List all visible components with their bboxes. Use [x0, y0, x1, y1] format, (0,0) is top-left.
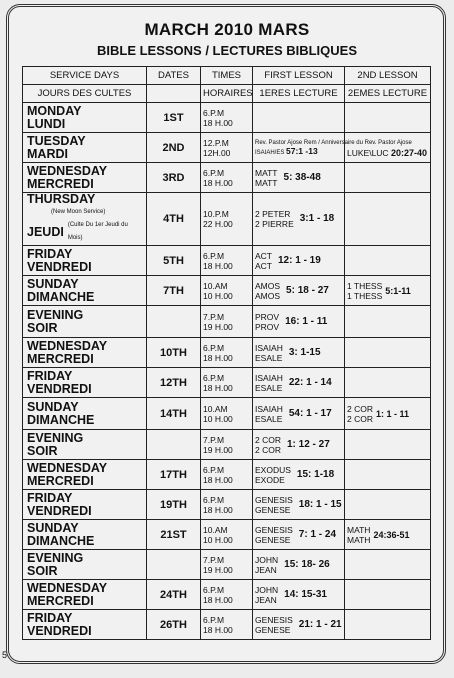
first-lesson-cell	[253, 306, 345, 338]
second-lesson-cell	[345, 610, 431, 640]
time-cell	[201, 338, 253, 368]
time-cell	[201, 580, 253, 610]
time-cell	[201, 246, 253, 276]
lesson1-ref: 14: 15-31	[284, 588, 327, 600]
first-lesson-cell	[253, 610, 345, 640]
time-en: 7.P.M	[203, 434, 225, 445]
header-times: TIMES	[201, 67, 253, 85]
day-en: EVENING	[27, 307, 84, 322]
header-row-en	[23, 67, 431, 85]
table-row	[23, 398, 431, 430]
lesson1-book-fr: JEAN	[255, 564, 277, 575]
lesson1-ref: 12: 1 - 19	[278, 254, 321, 266]
service-day-cell	[23, 338, 147, 368]
day-en: WEDNESDAY	[27, 580, 108, 595]
table-row	[23, 306, 431, 338]
lesson2-book-fr: 1 THESS	[347, 290, 383, 301]
lesson1-book-en: MATT	[255, 167, 278, 178]
service-day-cell	[23, 368, 147, 398]
time-en: 10.AM	[203, 524, 228, 535]
header-second-lesson: 2ND LESSON	[345, 67, 431, 85]
second-lesson-cell	[345, 276, 431, 306]
day-en: TUESDAY	[27, 133, 86, 148]
time-en: 6.P.M	[203, 614, 225, 625]
lesson1-book-fr: ESALE	[255, 382, 283, 393]
lesson1-book-en: 2 COR	[255, 434, 281, 445]
lesson1-book-fr: EXODE	[255, 474, 285, 485]
time-cell	[201, 368, 253, 398]
time-en: 10.AM	[203, 280, 228, 291]
table-row	[23, 368, 431, 398]
time-en: 7.P.M	[203, 311, 225, 322]
lesson1-book-fr: GENESE	[255, 624, 291, 635]
time-en: 6.P.M	[203, 464, 225, 475]
service-day-cell	[23, 430, 147, 460]
table-row	[23, 338, 431, 368]
service-day-cell	[23, 133, 147, 163]
table-row	[23, 103, 431, 133]
second-lesson-cell	[345, 133, 431, 163]
time-fr: 19 H.00	[203, 321, 233, 332]
date-cell: 1ST	[147, 103, 201, 133]
date-cell: 3RD	[147, 163, 201, 193]
table-row	[23, 580, 431, 610]
second-lesson-cell	[345, 460, 431, 490]
lesson2-ref: 20:27-40	[390, 147, 427, 158]
lesson2-book-fr: 2 COR	[347, 413, 373, 424]
time-en: 6.P.M	[203, 584, 225, 595]
day-fr: LUNDI	[27, 116, 66, 131]
time-fr: 18 H.00	[203, 474, 233, 485]
first-lesson-cell	[253, 193, 345, 246]
first-lesson-cell	[253, 430, 345, 460]
page-number: 5	[2, 650, 8, 660]
time-cell	[201, 430, 253, 460]
header-row-fr	[23, 85, 431, 103]
lesson1-book-en: GENESIS	[255, 614, 293, 625]
second-lesson-cell	[345, 103, 431, 133]
second-lesson-cell	[345, 430, 431, 460]
second-lesson-cell	[345, 338, 431, 368]
time-en: 6.P.M	[203, 494, 225, 505]
time-fr: 18 H.00	[203, 624, 233, 635]
day-en: FRIDAY	[27, 246, 73, 261]
lesson2-book-en: 1 THESS	[347, 280, 383, 291]
first-lesson-cell	[253, 103, 345, 133]
lesson2-ref: 24:36-51	[373, 529, 410, 540]
time-cell	[201, 520, 253, 550]
time-fr: 22 H.00	[203, 219, 233, 229]
lesson1-book-en: JOHN	[255, 584, 279, 595]
time-cell	[201, 306, 253, 338]
day-fr: MERCREDI	[27, 351, 94, 366]
time-cell	[201, 398, 253, 430]
lesson1-ref: 3: 1-15	[288, 346, 321, 358]
lesson1-book-fr: ESALE	[255, 413, 283, 424]
date-cell: 24TH	[147, 580, 201, 610]
lesson1-note: Rev. Pastor Ajose Rem / Anniversaire du Rev. Pastor Ajose	[255, 139, 412, 146]
lesson1-book-en: 2 PETER	[255, 209, 291, 219]
day-en: SUNDAY	[27, 520, 79, 535]
date-cell: 12TH	[147, 368, 201, 398]
lesson1-book-en: ISAIAH	[255, 403, 283, 414]
lesson1-ref: 21: 1 - 21	[298, 618, 342, 630]
first-lesson-cell	[253, 163, 345, 193]
date-cell: 10TH	[147, 338, 201, 368]
time-fr: 19 H.00	[203, 444, 233, 455]
day-fr: VENDREDI	[27, 503, 92, 518]
lesson1-book-en: GENESIS	[255, 524, 293, 535]
lesson1-book-fr: GENESE	[255, 504, 291, 515]
date-cell: 2ND	[147, 133, 201, 163]
time-en: 6.P.M	[203, 372, 225, 383]
time-en: 6.P.M	[203, 107, 225, 118]
day-fr: DIMANCHE	[27, 412, 95, 427]
date-cell: 26TH	[147, 610, 201, 640]
time-cell	[201, 163, 253, 193]
lesson1-book-fr: AMOS	[255, 290, 281, 301]
day-note: (New Moon Service)	[51, 209, 106, 215]
service-day-cell	[23, 193, 147, 246]
first-lesson-cell	[253, 276, 345, 306]
time-en: 6.P.M	[203, 167, 225, 178]
time-fr: 10 H.00	[203, 413, 233, 424]
lesson2-book: LUKE\LUC	[347, 147, 389, 158]
day-fr: DIMANCHE	[27, 289, 95, 304]
day-en: MONDAY	[27, 103, 82, 118]
time-en: 7.P.M	[203, 554, 225, 565]
day-en: SUNDAY	[27, 399, 79, 414]
table-row	[23, 246, 431, 276]
first-lesson-cell	[253, 460, 345, 490]
first-lesson-cell	[253, 246, 345, 276]
day-fr: SOIR	[27, 563, 58, 578]
lesson1-book-fr: 2 PIERRE	[255, 219, 294, 229]
day-fr: MARDI	[27, 146, 68, 161]
lesson1-ref: 22: 1 - 14	[288, 376, 332, 388]
page-subtitle: BIBLE LESSONS / LECTURES BIBLIQUES	[96, 43, 358, 58]
lesson1-book-en: GENESIS	[255, 494, 293, 505]
day-en: FRIDAY	[27, 610, 73, 625]
date-cell: 4TH	[147, 193, 201, 246]
time-cell	[201, 490, 253, 520]
first-lesson-cell	[253, 520, 345, 550]
date-cell	[147, 430, 201, 460]
second-lesson-cell	[345, 580, 431, 610]
second-lesson-cell	[345, 550, 431, 580]
table-row	[23, 133, 431, 163]
date-cell: 7TH	[147, 276, 201, 306]
service-day-cell	[23, 610, 147, 640]
lesson1-book-fr: GENESE	[255, 534, 291, 545]
lesson1-ref: 5: 18 - 27	[286, 284, 329, 296]
service-day-cell	[23, 398, 147, 430]
time-en: 10.P.M	[203, 209, 229, 219]
day-en: WEDNESDAY	[27, 460, 108, 475]
second-lesson-cell	[345, 163, 431, 193]
header-first-lesson: FIRST LESSON	[253, 67, 345, 85]
second-lesson-cell	[345, 246, 431, 276]
service-day-cell	[23, 550, 147, 580]
lesson2-book-fr: MATH	[347, 534, 371, 545]
first-lesson-cell	[253, 490, 345, 520]
header-premiere: 1ERES LECTURE	[253, 85, 345, 103]
header-service-days: SERVICE DAYS	[23, 67, 147, 85]
lesson1-book-fr: ESALE	[255, 352, 283, 363]
time-en: 10.AM	[203, 403, 228, 414]
table-row	[23, 276, 431, 306]
time-cell	[201, 276, 253, 306]
date-cell: 19TH	[147, 490, 201, 520]
time-fr: 18 H.00	[203, 594, 233, 605]
service-day-cell	[23, 460, 147, 490]
lesson1-book-en: PROV	[255, 311, 280, 322]
lesson1-book-en: AMOS	[255, 280, 281, 291]
header-dates-blank	[147, 85, 201, 103]
table-row	[23, 490, 431, 520]
table-row	[23, 460, 431, 490]
second-lesson-cell	[345, 193, 431, 246]
lesson1-book-en: ACT	[255, 250, 272, 261]
lesson2-ref: 1: 1 - 11	[375, 408, 410, 419]
first-lesson-cell	[253, 338, 345, 368]
date-cell	[147, 306, 201, 338]
day-fr: SOIR	[27, 320, 58, 335]
lesson1-ref: 15: 1-18	[296, 468, 335, 480]
first-lesson-cell	[253, 550, 345, 580]
header-jours: JOURS DES CULTES	[23, 85, 147, 103]
date-cell: 14TH	[147, 398, 201, 430]
date-cell: 21ST	[147, 520, 201, 550]
time-fr: 18 H.00	[203, 352, 233, 363]
service-day-cell	[23, 490, 147, 520]
lesson1-book-en: ISAIAH	[255, 342, 283, 353]
lesson1-ref: 7: 1 - 24	[298, 528, 337, 540]
second-lesson-cell	[345, 368, 431, 398]
time-fr: 12H.00	[203, 147, 231, 158]
second-lesson-cell	[345, 520, 431, 550]
day-fr: MERCREDI	[27, 176, 94, 191]
time-en: 6.P.M	[203, 342, 225, 353]
day-fr: VENDREDI	[27, 623, 92, 638]
time-cell	[201, 550, 253, 580]
date-cell: 17TH	[147, 460, 201, 490]
time-fr: 10 H.00	[203, 290, 233, 301]
page-title: MARCH 2010 MARS	[144, 20, 310, 39]
time-fr: 18 H.00	[203, 382, 233, 393]
lesson1-ref: 54: 1 - 17	[288, 407, 332, 419]
day-en: FRIDAY	[27, 368, 73, 383]
time-fr: 18 H.00	[203, 260, 233, 271]
table-body	[23, 103, 431, 640]
lesson1-ref: 15: 18- 26	[284, 558, 330, 570]
date-cell	[147, 550, 201, 580]
second-lesson-cell	[345, 490, 431, 520]
time-en: 12.P.M	[203, 137, 229, 148]
time-cell	[201, 103, 253, 133]
service-day-cell	[23, 580, 147, 610]
lesson1-book-en: ISAIAH	[255, 372, 283, 383]
time-fr: 18 H.00	[203, 177, 233, 188]
lesson1-book-fr: MATT	[255, 177, 278, 188]
lesson1-book-fr: ACT	[255, 260, 272, 271]
table-row	[23, 550, 431, 580]
time-fr: 18 H.00	[203, 117, 233, 128]
day-note-fr: (Culte Du 1er Jeudi du Mois)	[67, 222, 128, 241]
day-fr: SOIR	[27, 443, 58, 458]
lesson1-ref: 3:1 - 18	[299, 213, 335, 224]
service-day-cell	[23, 520, 147, 550]
lesson1-book: ISAIAH/ES	[255, 149, 285, 156]
day-fr: MERCREDI	[27, 473, 94, 488]
time-fr: 19 H.00	[203, 564, 233, 575]
lesson2-ref: 5:1-11	[385, 285, 411, 296]
day-en: WEDNESDAY	[27, 163, 108, 178]
time-fr: 18 H.00	[203, 504, 233, 515]
lesson1-ref: 57:1 -13	[286, 145, 318, 156]
time-fr: 10 H.00	[203, 534, 233, 545]
day-fr: MERCREDI	[27, 593, 94, 608]
lesson1-book-fr: JEAN	[255, 594, 277, 605]
lessons-table	[22, 66, 431, 640]
lesson1-ref: 5: 38-48	[283, 171, 321, 183]
lesson1-book-en: EXODUS	[255, 464, 291, 475]
table-row	[23, 520, 431, 550]
lesson1-ref: 18: 1 - 15	[298, 498, 342, 510]
time-cell	[201, 460, 253, 490]
day-en: FRIDAY	[27, 490, 73, 505]
second-lesson-cell	[345, 306, 431, 338]
lesson1-ref: 16: 1 - 11	[285, 315, 328, 327]
service-day-cell	[23, 306, 147, 338]
lesson1-book-fr: 2 COR	[255, 444, 281, 455]
time-cell	[201, 133, 253, 163]
header-dates: DATES	[147, 67, 201, 85]
first-lesson-cell	[253, 580, 345, 610]
day-fr: VENDREDI	[27, 381, 92, 396]
day-en: EVENING	[27, 430, 84, 445]
time-cell	[201, 610, 253, 640]
service-day-cell	[23, 103, 147, 133]
lesson1-book-en: JOHN	[255, 554, 279, 565]
day-en: EVENING	[27, 550, 84, 565]
day-fr: VENDREDI	[27, 259, 92, 274]
first-lesson-cell	[253, 398, 345, 430]
lesson2-book-en: 2 COR	[347, 403, 373, 414]
lesson1-book-fr: PROV	[255, 321, 280, 332]
service-day-cell	[23, 246, 147, 276]
day-en: WEDNESDAY	[27, 338, 108, 353]
service-day-cell	[23, 276, 147, 306]
first-lesson-cell	[253, 368, 345, 398]
table-row	[23, 430, 431, 460]
header-horaires: HORAIRES	[201, 85, 253, 103]
time-cell	[201, 193, 253, 246]
day-en: THURSDAY	[27, 192, 96, 206]
table-row	[23, 163, 431, 193]
service-day-cell	[23, 163, 147, 193]
lesson1-ref: 1: 12 - 27	[286, 438, 330, 450]
day-fr: JEUDI	[27, 224, 64, 239]
date-cell: 5TH	[147, 246, 201, 276]
table-row	[23, 193, 431, 246]
day-fr: DIMANCHE	[27, 533, 95, 548]
header-deuxieme: 2EMES LECTURE	[345, 85, 431, 103]
time-en: 6.P.M	[203, 250, 225, 261]
lesson2-book-en: MATH	[347, 524, 371, 535]
second-lesson-cell	[345, 398, 431, 430]
table-row	[23, 610, 431, 640]
day-en: SUNDAY	[27, 276, 79, 291]
